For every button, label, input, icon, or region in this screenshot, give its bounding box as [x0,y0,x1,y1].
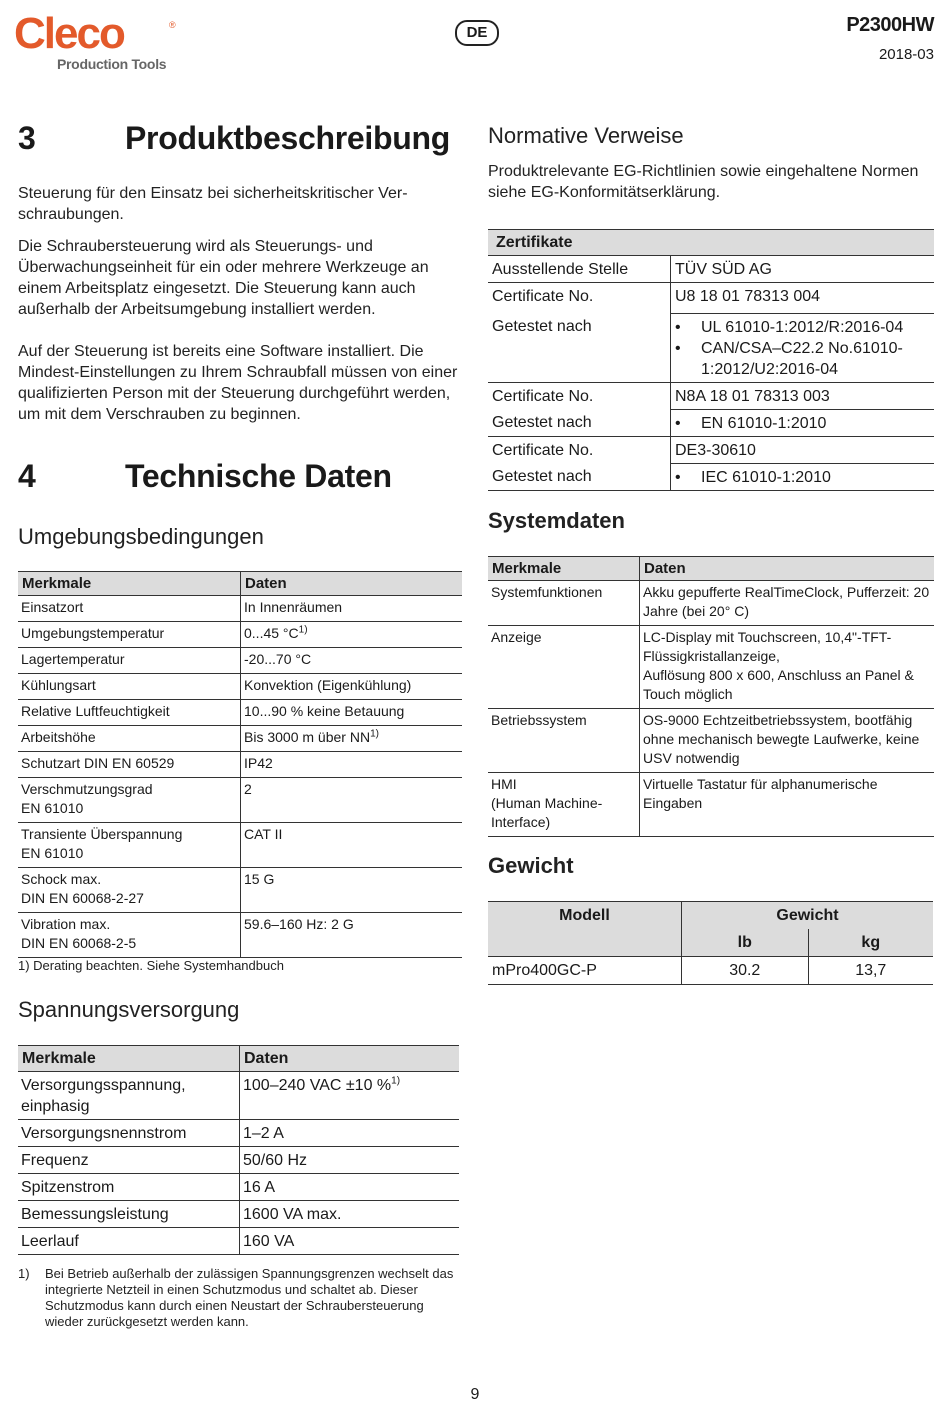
power-row [18,1072,459,1120]
system-row-value: OS-9000 Echtzeitbetriebssystem, bootfähig ohne mechanisch bewegte Laufwerke, keine USV notwendig [640,709,935,773]
system-header-feature: Merkmale [488,557,640,581]
system-row-feature: Anzeige [488,626,640,709]
tested1-item-2: • CAN/CSA–C22.2 No.61010-1:2012/U2:2016-04 [675,339,903,378]
cleco-logo: Cleco [14,9,124,58]
cert2-label: Certificate No. [488,382,671,409]
section-3-paragraph-2: Die Schraubersteuerung wird als Steuerungs- und Überwachungseinheit für ein oder mehrere Werkzeuge an einem Arbeitsplatz eingesetzt. Die Steuerung kann auch außerhalb der Arbeitsumgebung installiert werden. [18,238,429,318]
cert1-label: Certificate No. [488,283,671,314]
env-row-feature: Umgebungstemperatur [18,622,241,648]
cert3-label: Certificate No. [488,436,671,463]
system-row-feature: HMI (Human Machine- Interface) [488,773,640,837]
power-row-feature: Leerlauf [18,1228,240,1255]
power-footnote: Bei Betrieb außerhalb der zulässigen Spannungsgrenzen wechselt das integrierte Netzteil in einen Schutzmodus und schaltet ab. Dieser Schutzmodus kann durch einen Neustart der Schraubersteuerung wieder zurückgesetzt werden kann. [45,1266,454,1329]
system-header-data: Daten [640,557,935,581]
environment-title: Umgebungsbedingungen [18,524,264,549]
system-row-feature: Systemfunktionen [488,581,640,626]
system-table [488,556,934,837]
env-row-feature: Einsatzort [18,596,241,622]
env-row-feature: Transiente Überspannung EN 61010 [18,823,241,868]
section-3-number: 3 [18,120,36,156]
tested1-item-1: • UL 61010-1:2012/R:2016-04 [675,318,904,336]
weight-header-model: Modell [488,902,682,957]
section-3-title: Produktbeschreibung [125,120,451,156]
normative-text: Produktrelevante EG-Richtlinien sowie eingehaltene Normen siehe EG-Konformitätserklärung. [488,163,919,201]
power-row-value: 1–2 A [240,1120,460,1147]
env-row [18,622,462,648]
env-row-value: -20...70 °C [241,648,463,674]
env-row [18,752,462,778]
env-row-feature: Lagertemperatur [18,648,241,674]
env-row [18,674,462,700]
power-row-feature: Versorgungsnennstrom [18,1120,240,1147]
section-3-paragraph-1: Steuerung für den Einsatz bei sicherheitskritischer Verschraubungen. [18,185,408,223]
env-row-value: 15 G [241,868,463,913]
issuer-value: TÜV SÜD AG [671,256,935,283]
cert2-value: N8A 18 01 78313 003 [671,382,935,409]
certificates-table [488,229,934,491]
environment-footnote: 1) Derating beachten. Siehe Systemhandbuch [18,958,284,973]
env-footnote-ref: 1) [370,728,379,740]
power-header-feature: Merkmale [18,1046,240,1072]
power-row-value: 160 VA [240,1228,460,1255]
env-row [18,648,462,674]
system-row [488,626,934,709]
env-row-value: Bis 3000 m über NN$^{1)}$ [241,726,463,752]
power-header-data: Daten [240,1046,460,1072]
system-row-value: Virtuelle Tastatur für alphanumerische Eingaben [640,773,935,837]
env-header-data: Daten [241,572,463,596]
weight-model: mPro400GC-P [488,957,682,985]
tested2-list: • EN 61010-1:2010 [671,409,935,436]
normative-title: Normative Verweise [488,123,684,148]
system-row-value: LC-Display mit Touchscreen, 10,4"-TFT-Flüssigkristallanzeige, Auflösung 800 x 600, Anschluss an Panel & Touch möglich [640,626,935,709]
env-row-value: In Innenräumen [241,596,463,622]
power-row [18,1174,459,1201]
cert1-value: U8 18 01 78313 004 [671,283,935,314]
power-row [18,1201,459,1228]
certificates-header: Zertifikate [488,230,934,256]
tested3-label: Getestet nach [488,463,671,490]
env-row-feature: Verschmutzungsgrad EN 61010 [18,778,241,823]
power-table [18,1045,459,1255]
section-4-title: Technische Daten [125,458,392,494]
system-row-feature: Betriebssystem [488,709,640,773]
weight-kg: 13,7 [808,957,933,985]
system-row [488,709,934,773]
env-row-value: 59.6–160 Hz: 2 G [241,913,463,958]
env-row-value: Konvektion (Eigenkühlung) [241,674,463,700]
weight-title: Gewicht [488,853,574,878]
power-row-feature: Spitzenstrom [18,1174,240,1201]
language-badge: DE [455,20,499,46]
section-3-paragraph-3: Auf der Steuerung ist bereits eine Software installiert. Die Mindest-Einstellungen zu Ihrem Schraubfall müssen von einer qualifizierten Person mit der Steuerung durchgeführt werden, um mit dem Verschrauben zu beginnen. [18,343,458,423]
power-row-feature: Versorgungsspannung, einphasig [18,1072,240,1120]
env-row-value: CAT II [241,823,463,868]
weight-header-kg: kg [808,929,933,957]
system-title: Systemdaten [488,508,625,533]
power-row-feature: Bemessungsleistung [18,1201,240,1228]
env-row [18,596,462,622]
env-row-value: 10...90 % keine Betauung [241,700,463,726]
power-row-feature: Frequenz [18,1147,240,1174]
tested2-item: EN 61010-1:2010 [701,414,827,432]
logo-registered-mark: ® [169,20,176,30]
power-row-value: 16 A [240,1174,460,1201]
power-row-value: 100–240 VAC ±10 %$^{1)}$ [240,1072,460,1120]
env-row-feature: Vibration max. DIN EN 60068-2-5 [18,913,241,958]
document-date: 2018-03 [878,46,934,63]
env-row [18,868,462,913]
env-row [18,823,462,868]
tested1-label: Getestet nach [488,313,671,382]
power-row [18,1147,459,1174]
power-row [18,1228,459,1255]
env-row-feature: Arbeitshöhe [18,726,241,752]
env-row [18,913,462,958]
power-row-value: 50/60 Hz [240,1147,460,1174]
weight-header-lb: lb [682,929,809,957]
system-row [488,581,934,626]
tested1-list [671,313,935,382]
environment-table [18,571,462,958]
env-row-value: 2 [241,778,463,823]
env-row-value: IP42 [241,752,463,778]
weight-table [488,901,933,985]
env-row-feature: Relative Luftfeuchtigkeit [18,700,241,726]
system-row-value: Akku gepufferte RealTimeClock, Pufferzeit: 20 Jahre (bei 20° C) [640,581,935,626]
power-row [18,1120,459,1147]
weight-lb: 30.2 [682,957,809,985]
page-number: 9 [470,1386,480,1403]
env-header-feature: Merkmale [18,572,241,596]
env-row-feature: Schock max. DIN EN 60068-2-27 [18,868,241,913]
logo-subtitle: Production Tools [57,56,167,72]
power-footnote-number: 1) [18,1266,30,1281]
env-row-value: 0...45 $^\circ C^{1)}$ [241,622,463,648]
env-row [18,700,462,726]
power-row-value: 1600 VA max. [240,1201,460,1228]
weight-header-weight: Gewicht [682,902,934,930]
document-code: P2300HW [846,14,934,36]
issuer-label: Ausstellende Stelle [488,256,671,283]
env-row-feature: Schutzart DIN EN 60529 [18,752,241,778]
system-row [488,773,934,837]
power-title: Spannungsversorgung [18,997,240,1022]
cert3-value: DE3-30610 [671,436,935,463]
tested3-list: • IEC 61010-1:2010 [671,463,935,490]
env-row [18,726,462,752]
env-footnote-ref: 1) [298,624,308,636]
env-row [18,778,462,823]
power-footnote-ref: 1) [391,1075,401,1087]
tested2-label: Getestet nach [488,409,671,436]
tested3-item: IEC 61010-1:2010 [701,468,831,486]
section-4-number: 4 [18,458,36,494]
env-row-feature: Kühlungsart [18,674,241,700]
